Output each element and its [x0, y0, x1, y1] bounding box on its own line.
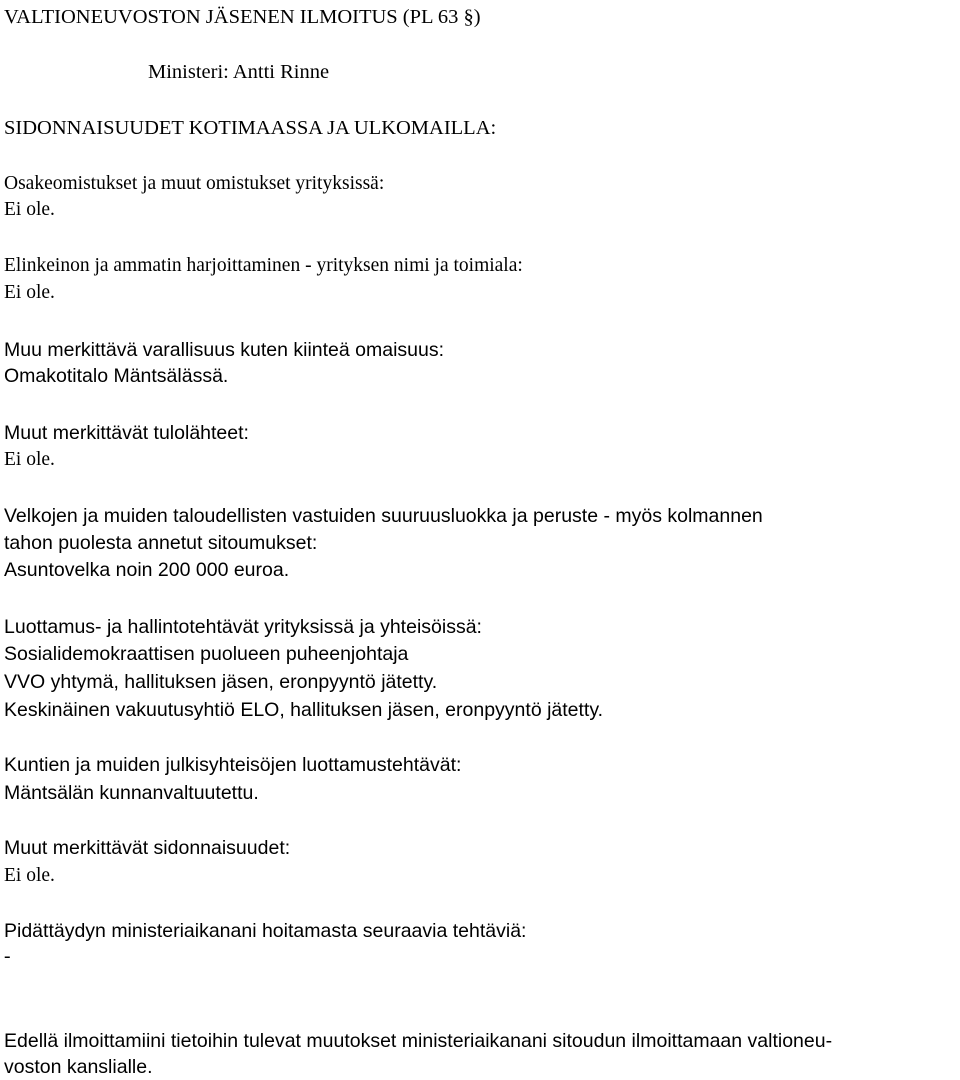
- item-heading-liabilities-line2: tahon puolesta annetut sitoumukset:: [4, 532, 318, 554]
- item-value-income: Ei ole.: [4, 449, 55, 470]
- item-heading-other-ties: Muut merkittävät sidonnaisuudet:: [4, 837, 291, 859]
- item-heading-municipal: Kuntien ja muiden julkisyhteisöjen luottamustehtävät:: [4, 754, 462, 776]
- item-value-other-ties: Ei ole.: [4, 865, 55, 886]
- closing-line-2: voston kanslialle.: [4, 1056, 153, 1078]
- item-value-positions-3: Keskinäinen vakuutusyhtiö ELO, hallituksen jäsen, eronpyyntö jätetty.: [4, 699, 604, 721]
- item-heading-holdings: Osakeomistukset ja muut omistukset yrityksissä:: [4, 173, 385, 194]
- item-value-business: Ei ole.: [4, 282, 55, 303]
- item-value-liabilities: Asuntovelka noin 200 000 euroa.: [4, 559, 290, 581]
- item-value-positions-2: VVO yhtymä, hallituksen jäsen, eronpyyntö jätetty.: [4, 671, 438, 693]
- item-heading-income: Muut merkittävät tulolähteet:: [4, 422, 249, 444]
- item-heading-liabilities-line1: Velkojen ja muiden taloudellisten vastuiden suuruusluokka ja peruste - myös kolmannen: [4, 505, 763, 527]
- document-title: VALTIONEUVOSTON JÄSENEN ILMOITUS (PL 63 §): [4, 6, 481, 28]
- minister-name: Ministeri: Antti Rinne: [148, 61, 330, 83]
- item-value-refrain: -: [4, 946, 11, 967]
- closing-line-1: Edellä ilmoittamiini tietoihin tulevat muutokset ministeriaikanani sitoudun ilmoittamaan valtioneu-: [4, 1030, 833, 1052]
- item-value-holdings: Ei ole.: [4, 199, 55, 220]
- item-value-assets: Omakotitalo Mäntsälässä.: [4, 365, 229, 387]
- item-value-positions-1: Sosialidemokraattisen puolueen puheenjohtaja: [4, 643, 409, 665]
- item-heading-assets: Muu merkittävä varallisuus kuten kiinteä omaisuus:: [4, 339, 445, 361]
- item-heading-refrain: Pidättäydyn ministeriaikanani hoitamasta seuraavia tehtäviä:: [4, 920, 527, 942]
- section-heading: SIDONNAISUUDET KOTIMAASSA JA ULKOMAILLA:: [4, 117, 497, 139]
- item-heading-positions: Luottamus- ja hallintotehtävät yrityksissä ja yhteisöissä:: [4, 616, 482, 638]
- item-heading-business: Elinkeinon ja ammatin harjoittaminen - yrityksen nimi ja toimiala:: [4, 255, 523, 276]
- item-value-municipal: Mäntsälän kunnanvaltuutettu.: [4, 782, 259, 804]
